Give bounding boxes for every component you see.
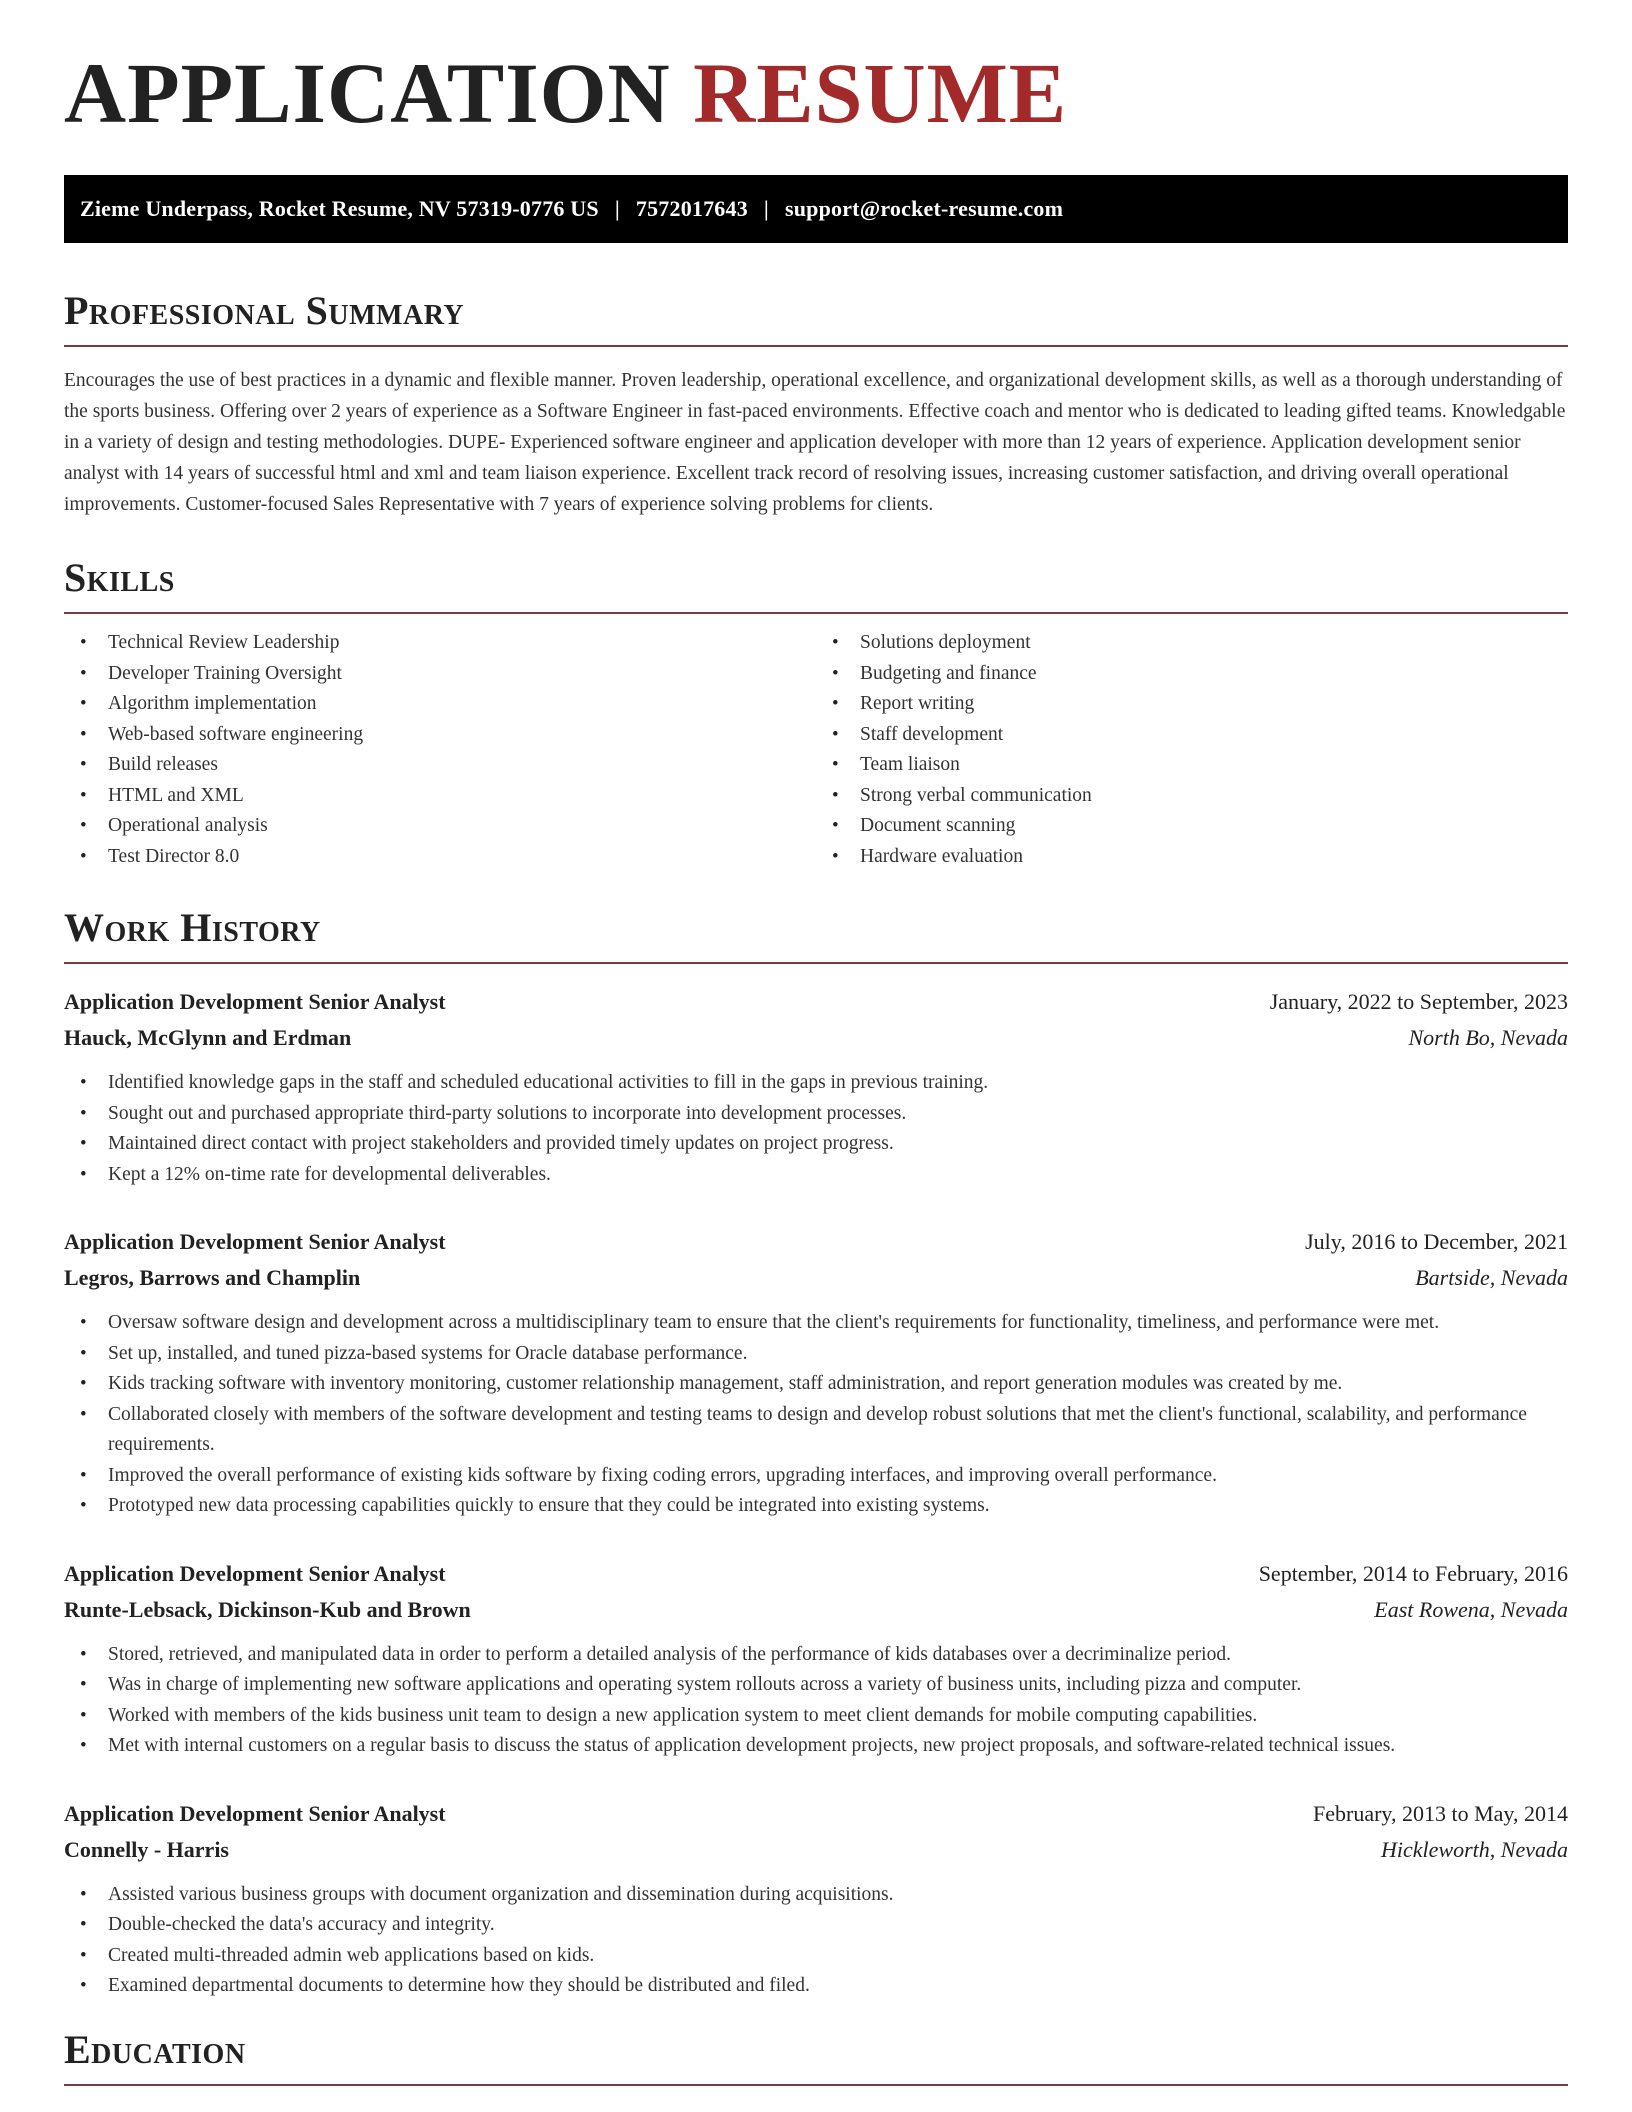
skill-item: • Web-based software engineering <box>108 720 816 751</box>
skill-item: • Developer Training Oversight <box>108 659 816 690</box>
page-title <box>64 0 1568 176</box>
job-company: Runte-Lebsack, Dickinson-Kub and Brown <box>64 1596 471 1622</box>
job-title: Application Development Senior Analyst <box>64 989 446 1014</box>
job-dates: January, 2022 to September, 2023 <box>1269 989 1568 1014</box>
job-entry <box>64 1224 1568 1522</box>
job-title-row <box>64 1796 1568 1832</box>
skill-item: • Build releases <box>108 750 816 781</box>
job-company: Hauck, McGlynn and Erdman <box>64 1025 352 1050</box>
job-title: Application Development Senior Analyst <box>64 1229 446 1254</box>
skill-item: • Document scanning <box>860 811 1568 842</box>
job-title: Application Development Senior Analyst <box>64 1800 446 1826</box>
job-bullet: • Met with internal customers on a regular basis to discuss the status of application development projects, new project proposals, and software-related technical issues. <box>108 1731 1568 1762</box>
job-bullet: • Created multi-threaded admin web applications based on kids. <box>108 1941 1568 1972</box>
skill-item: • Team liaison <box>860 750 1568 781</box>
job-bullet: • Oversaw software design and development across a multidisciplinary team to ensure that the client's requirements for functionality, timeliness, and performance were met. <box>108 1308 1568 1339</box>
skill-item: • Hardware evaluation <box>860 842 1568 873</box>
skill-item: • Algorithm implementation <box>108 689 816 720</box>
section-heading-skills: Skills <box>64 558 1568 614</box>
section-heading-summary: Professional Summary <box>64 291 1568 347</box>
skill-item: • Report writing <box>860 689 1568 720</box>
job-bullet: • Double-checked the data's accuracy and integrity. <box>108 1910 1568 1941</box>
section-heading-work-history: Work History <box>64 908 1568 964</box>
skills-grid <box>64 628 1568 872</box>
job-entry <box>64 1796 1568 2002</box>
job-location: Bartside, Nevada <box>1415 1265 1568 1290</box>
skill-item: • Technical Review Leadership <box>108 628 816 659</box>
job-bullet: • Examined departmental documents to determine how they should be distributed and filed. <box>108 1971 1568 2002</box>
job-bullet: • Sought out and purchased appropriate third-party solutions to incorporate into development processes. <box>108 1099 1568 1130</box>
title-part-1: APPLICATION <box>64 45 671 141</box>
job-entry <box>64 984 1568 1190</box>
job-dates: February, 2013 to May, 2014 <box>1313 1800 1568 1826</box>
job-bullet: • Prototyped new data processing capabilities quickly to ensure that they could be integrated into existing systems. <box>108 1491 1568 1522</box>
job-bullet: • Collaborated closely with members of the software development and testing teams to design and develop robust solutions that met the client's functional, scalability, and performance requirements. <box>108 1400 1568 1461</box>
job-entry <box>64 1556 1568 1762</box>
job-location: East Rowena, Nevada <box>1374 1596 1568 1622</box>
contact-separator: | <box>763 196 769 221</box>
job-bullet: • Set up, installed, and tuned pizza-based systems for Oracle database performance. <box>108 1339 1568 1370</box>
job-bullet: • Improved the overall performance of existing kids software by fixing coding errors, upgrading interfaces, and improving overall performance. <box>108 1461 1568 1492</box>
job-company-row <box>64 1260 1568 1296</box>
job-title: Application Development Senior Analyst <box>64 1560 446 1586</box>
section-heading-education: Education <box>64 2030 1568 2086</box>
job-company-row <box>64 1592 1568 1628</box>
job-title-row <box>64 984 1568 1020</box>
job-company-row <box>64 1832 1568 1868</box>
contact-phone: 7572017643 <box>635 196 748 221</box>
contact-separator: | <box>614 196 620 221</box>
job-dates: September, 2014 to February, 2016 <box>1258 1560 1568 1586</box>
skill-item: • Operational analysis <box>108 811 816 842</box>
job-bullets <box>64 1640 1568 1762</box>
job-bullet: • Kids tracking software with inventory monitoring, customer relationship management, staff administration, and report generation modules was created by me. <box>108 1369 1568 1400</box>
job-bullets <box>64 1880 1568 2002</box>
skill-item: • Test Director 8.0 <box>108 842 816 873</box>
skill-item: • Solutions deployment <box>860 628 1568 659</box>
title-part-2: RESUME <box>693 45 1068 141</box>
job-bullet: • Maintained direct contact with project stakeholders and provided timely updates on project progress. <box>108 1129 1568 1160</box>
job-bullet: • Stored, retrieved, and manipulated data in order to perform a detailed analysis of the performance of kids databases over a decriminalize period. <box>108 1640 1568 1671</box>
professional-summary-section <box>64 288 1568 520</box>
job-bullet: • Identified knowledge gaps in the staff and scheduled educational activities to fill in the gaps in previous training. <box>108 1068 1568 1099</box>
job-company: Connelly - Harris <box>64 1836 229 1862</box>
job-title-row <box>64 1224 1568 1260</box>
contact-address: Zieme Underpass, Rocket Resume, NV 57319-0776 US <box>80 196 599 221</box>
job-location: Hickleworth, Nevada <box>1381 1836 1568 1862</box>
contact-bar <box>64 175 1568 243</box>
job-bullet: • Was in charge of implementing new software applications and operating system rollouts across a variety of business units, including pizza and computer. <box>108 1670 1568 1701</box>
skills-list-left <box>64 628 816 872</box>
job-location: North Bo, Nevada <box>1408 1025 1568 1050</box>
work-history-section <box>64 905 1568 2002</box>
skills-section <box>64 555 1568 872</box>
job-bullets <box>64 1308 1568 1522</box>
summary-text: Encourages the use of best practices in a dynamic and flexible manner. Proven leadership, operational excellence, and organizational development skills, as well as a thorough understanding of the sports business. Offering over 2 years of experience as a Software Engineer in fast-paced environments. Effective coach and mentor who is dedicated to leading gifted teams. Knowledgable in a variety of design and testing methodologies. DUPE- Experienced software engineer and application developer with more than 12 years of experience. Application development senior analyst with 14 years of successful html and xml and team liaison experience. Excellent track record of resolving issues, increasing customer satisfaction, and driving overall operational improvements. Customer-focused Sales Representative with 7 years of experience solving problems for clients. <box>64 370 1566 515</box>
education-section <box>64 2026 1568 2086</box>
skill-item: • Strong verbal communication <box>860 781 1568 812</box>
job-company: Legros, Barrows and Champlin <box>64 1265 361 1290</box>
job-bullets <box>64 1068 1568 1190</box>
job-bullet: • Worked with members of the kids business unit team to design a new application system to meet client demands for mobile computing capabilities. <box>108 1701 1568 1732</box>
skill-item: • Staff development <box>860 720 1568 751</box>
job-bullet: • Kept a 12% on-time rate for developmental deliverables. <box>108 1160 1568 1191</box>
job-bullet: • Assisted various business groups with document organization and dissemination during acquisitions. <box>108 1880 1568 1911</box>
job-company-row <box>64 1020 1568 1056</box>
skill-item: • HTML and XML <box>108 781 816 812</box>
contact-email: support@rocket-resume.com <box>784 196 1064 221</box>
skills-list-right <box>816 628 1568 872</box>
job-dates: July, 2016 to December, 2021 <box>1305 1229 1568 1254</box>
job-title-row <box>64 1556 1568 1592</box>
skill-item: • Budgeting and finance <box>860 659 1568 690</box>
